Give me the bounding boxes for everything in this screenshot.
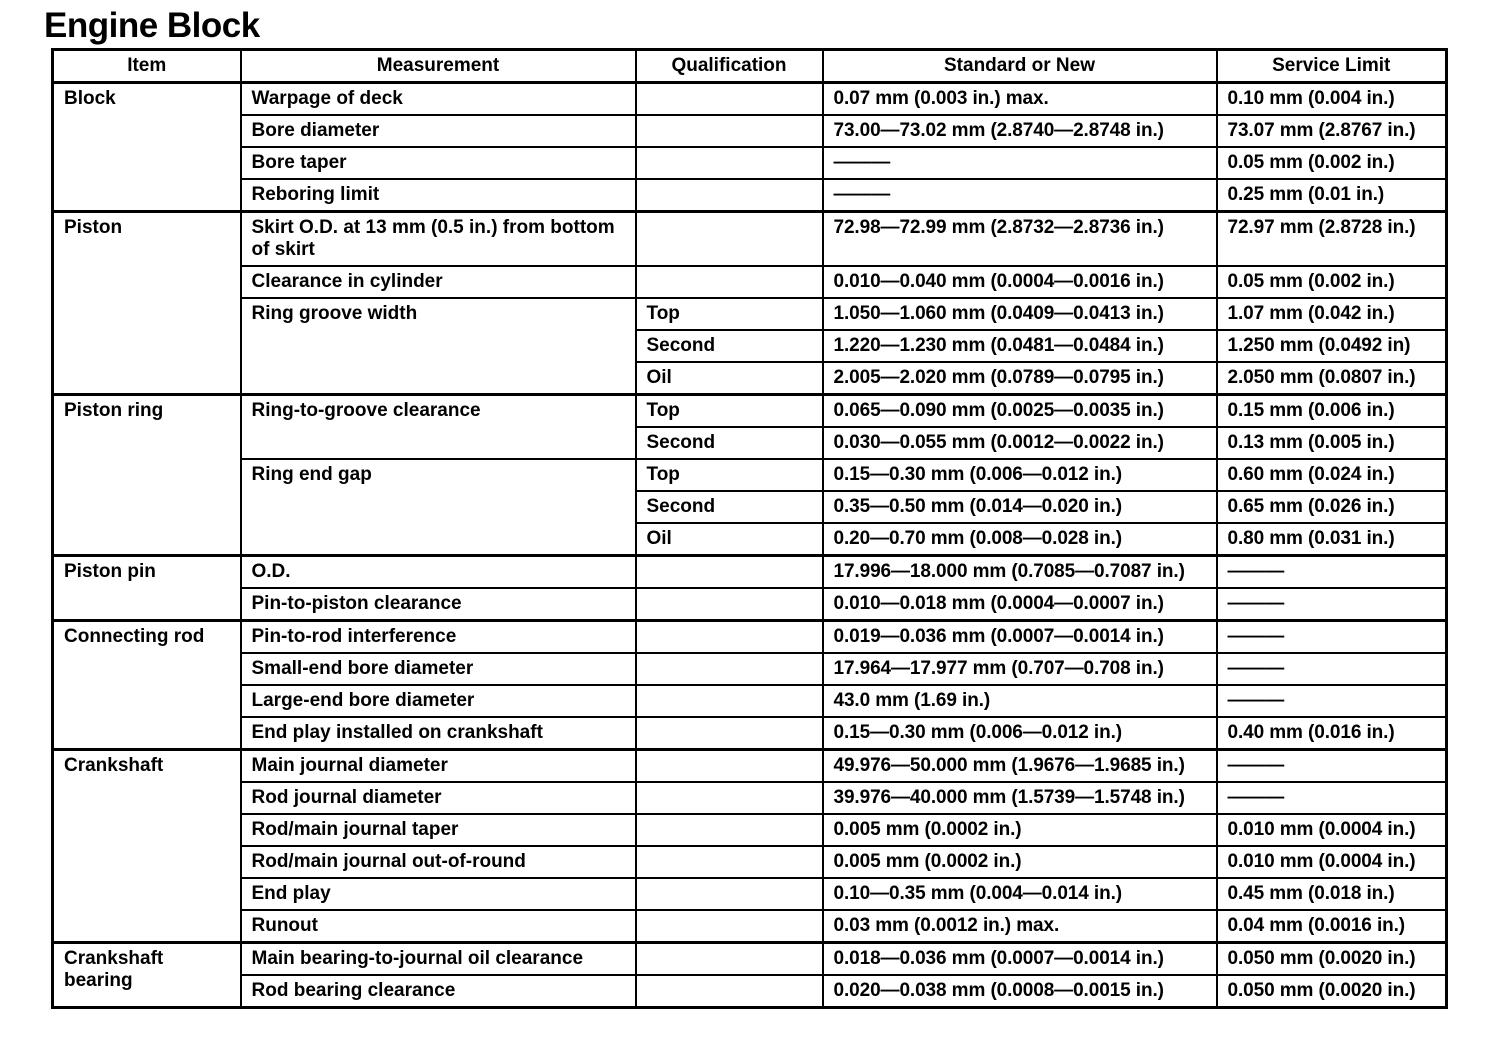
- table-row: [53, 212, 1447, 267]
- service-limit-cell: 0.25 mm (0.01 in.): [1217, 179, 1447, 212]
- column-header-measurement: Measurement: [241, 50, 636, 83]
- engine-block-spec-table: [51, 48, 1448, 1009]
- standard-cell: 0.010—0.018 mm (0.0004—0.0007 in.): [823, 588, 1217, 621]
- service-limit-cell: 1.250 mm (0.0492 in): [1217, 330, 1447, 362]
- standard-cell: 0.005 mm (0.0002 in.): [823, 846, 1217, 878]
- table-row: [53, 266, 1447, 298]
- standard-cell: 73.00—73.02 mm (2.8740—2.8748 in.): [823, 115, 1217, 147]
- standard-cell: 17.996—18.000 mm (0.7085—0.7087 in.): [823, 556, 1217, 589]
- standard-cell: 0.35—0.50 mm (0.014—0.020 in.): [823, 491, 1217, 523]
- service-limit-cell: 72.97 mm (2.8728 in.): [1217, 212, 1447, 267]
- qualification-cell: [636, 621, 823, 654]
- standard-cell: 17.964—17.977 mm (0.707—0.708 in.): [823, 653, 1217, 685]
- qualification-cell: [636, 717, 823, 750]
- table-row: [53, 878, 1447, 910]
- table-row: [53, 556, 1447, 589]
- qualification-cell: [636, 814, 823, 846]
- measurement-cell: Main journal diameter: [241, 750, 636, 783]
- page-title: Engine Block: [44, 6, 260, 45]
- measurement-cell: Rod/main journal taper: [241, 814, 636, 846]
- service-limit-cell: 2.050 mm (0.0807 in.): [1217, 362, 1447, 395]
- qualification-cell: Second: [636, 491, 823, 523]
- service-limit-cell: ———: [1217, 782, 1447, 814]
- item-cell: Block: [53, 83, 241, 212]
- service-limit-cell: 0.10 mm (0.004 in.): [1217, 83, 1447, 116]
- service-limit-cell: 0.13 mm (0.005 in.): [1217, 427, 1447, 459]
- qualification-cell: [636, 910, 823, 943]
- qualification-cell: [636, 556, 823, 589]
- service-limit-cell: 0.80 mm (0.031 in.): [1217, 523, 1447, 556]
- column-header-standard: Standard or New: [823, 50, 1217, 83]
- standard-cell: ———: [823, 179, 1217, 212]
- qualification-cell: [636, 685, 823, 717]
- table-row: [53, 750, 1447, 783]
- measurement-cell: Bore diameter: [241, 115, 636, 147]
- measurement-cell: Rod bearing clearance: [241, 975, 636, 1008]
- item-cell: Crankshaft bearing: [53, 943, 241, 1008]
- service-limit-cell: ———: [1217, 621, 1447, 654]
- standard-cell: 43.0 mm (1.69 in.): [823, 685, 1217, 717]
- table-row: [53, 814, 1447, 846]
- table-row: [53, 298, 1447, 330]
- qualification-cell: [636, 212, 823, 267]
- qualification-cell: [636, 147, 823, 179]
- table-row: [53, 910, 1447, 943]
- qualification-cell: [636, 750, 823, 783]
- service-limit-cell: ———: [1217, 750, 1447, 783]
- qualification-cell: [636, 975, 823, 1008]
- service-limit-cell: 0.40 mm (0.016 in.): [1217, 717, 1447, 750]
- qualification-cell: [636, 179, 823, 212]
- measurement-cell: Ring-to-groove clearance: [241, 395, 636, 460]
- measurement-cell: Runout: [241, 910, 636, 943]
- standard-cell: 0.20—0.70 mm (0.008—0.028 in.): [823, 523, 1217, 556]
- qualification-cell: [636, 943, 823, 976]
- service-limit-cell: 73.07 mm (2.8767 in.): [1217, 115, 1447, 147]
- measurement-cell: Bore taper: [241, 147, 636, 179]
- table-row: [53, 653, 1447, 685]
- qualification-cell: Second: [636, 330, 823, 362]
- service-limit-cell: 0.010 mm (0.0004 in.): [1217, 846, 1447, 878]
- qualification-cell: Oil: [636, 362, 823, 395]
- qualification-cell: [636, 846, 823, 878]
- service-limit-cell: ———: [1217, 653, 1447, 685]
- table-row: [53, 115, 1447, 147]
- item-cell: Piston ring: [53, 395, 241, 556]
- item-cell: Piston: [53, 212, 241, 395]
- table-header-row: [53, 50, 1447, 83]
- measurement-cell: Warpage of deck: [241, 83, 636, 116]
- standard-cell: 0.030—0.055 mm (0.0012—0.0022 in.): [823, 427, 1217, 459]
- qualification-cell: [636, 588, 823, 621]
- table-row: [53, 943, 1447, 976]
- measurement-cell: Pin-to-rod interference: [241, 621, 636, 654]
- qualification-cell: Top: [636, 395, 823, 428]
- table-row: [53, 588, 1447, 621]
- service-limit-cell: 1.07 mm (0.042 in.): [1217, 298, 1447, 330]
- standard-cell: 0.10—0.35 mm (0.004—0.014 in.): [823, 878, 1217, 910]
- table-row: [53, 975, 1447, 1008]
- measurement-cell: Rod journal diameter: [241, 782, 636, 814]
- column-header-service-limit: Service Limit: [1217, 50, 1447, 83]
- table-row: [53, 179, 1447, 212]
- measurement-cell: Small-end bore diameter: [241, 653, 636, 685]
- table-row: [53, 846, 1447, 878]
- column-header-item: Item: [53, 50, 241, 83]
- standard-cell: 0.010—0.040 mm (0.0004—0.0016 in.): [823, 266, 1217, 298]
- table-row: [53, 83, 1447, 116]
- qualification-cell: [636, 653, 823, 685]
- standard-cell: 1.050—1.060 mm (0.0409—0.0413 in.): [823, 298, 1217, 330]
- service-limit-cell: ———: [1217, 588, 1447, 621]
- standard-cell: 0.019—0.036 mm (0.0007—0.0014 in.): [823, 621, 1217, 654]
- table-row: [53, 685, 1447, 717]
- measurement-cell: End play installed on crankshaft: [241, 717, 636, 750]
- measurement-cell: Ring groove width: [241, 298, 636, 395]
- service-limit-cell: 0.05 mm (0.002 in.): [1217, 147, 1447, 179]
- qualification-cell: Top: [636, 459, 823, 491]
- qualification-cell: [636, 115, 823, 147]
- standard-cell: 2.005—2.020 mm (0.0789—0.0795 in.): [823, 362, 1217, 395]
- service-limit-cell: ———: [1217, 685, 1447, 717]
- standard-cell: 0.018—0.036 mm (0.0007—0.0014 in.): [823, 943, 1217, 976]
- standard-cell: 49.976—50.000 mm (1.9676—1.9685 in.): [823, 750, 1217, 783]
- table-row: [53, 717, 1447, 750]
- measurement-cell: Clearance in cylinder: [241, 266, 636, 298]
- service-limit-cell: 0.15 mm (0.006 in.): [1217, 395, 1447, 428]
- service-limit-cell: 0.60 mm (0.024 in.): [1217, 459, 1447, 491]
- standard-cell: 0.005 mm (0.0002 in.): [823, 814, 1217, 846]
- item-cell: Crankshaft: [53, 750, 241, 943]
- qualification-cell: [636, 83, 823, 116]
- standard-cell: 1.220—1.230 mm (0.0481—0.0484 in.): [823, 330, 1217, 362]
- measurement-cell: Large-end bore diameter: [241, 685, 636, 717]
- service-limit-cell: 0.45 mm (0.018 in.): [1217, 878, 1447, 910]
- service-limit-cell: 0.04 mm (0.0016 in.): [1217, 910, 1447, 943]
- measurement-cell: Skirt O.D. at 13 mm (0.5 in.) from bottom of skirt: [241, 212, 636, 267]
- qualification-cell: Oil: [636, 523, 823, 556]
- table-row: [53, 621, 1447, 654]
- service-limit-cell: 0.05 mm (0.002 in.): [1217, 266, 1447, 298]
- measurement-cell: End play: [241, 878, 636, 910]
- measurement-cell: Rod/main journal out-of-round: [241, 846, 636, 878]
- item-cell: Connecting rod: [53, 621, 241, 750]
- item-cell: Piston pin: [53, 556, 241, 621]
- standard-cell: 0.03 mm (0.0012 in.) max.: [823, 910, 1217, 943]
- standard-cell: 72.98—72.99 mm (2.8732—2.8736 in.): [823, 212, 1217, 267]
- service-limit-cell: 0.010 mm (0.0004 in.): [1217, 814, 1447, 846]
- measurement-cell: Ring end gap: [241, 459, 636, 556]
- qualification-cell: Top: [636, 298, 823, 330]
- table-row: [53, 147, 1447, 179]
- qualification-cell: [636, 782, 823, 814]
- qualification-cell: Second: [636, 427, 823, 459]
- standard-cell: 39.976—40.000 mm (1.5739—1.5748 in.): [823, 782, 1217, 814]
- measurement-cell: O.D.: [241, 556, 636, 589]
- measurement-cell: Reboring limit: [241, 179, 636, 212]
- standard-cell: 0.15—0.30 mm (0.006—0.012 in.): [823, 459, 1217, 491]
- standard-cell: 0.07 mm (0.003 in.) max.: [823, 83, 1217, 116]
- table-row: [53, 459, 1447, 491]
- measurement-cell: Main bearing-to-journal oil clearance: [241, 943, 636, 976]
- service-limit-cell: ———: [1217, 556, 1447, 589]
- standard-cell: 0.15—0.30 mm (0.006—0.012 in.): [823, 717, 1217, 750]
- service-limit-cell: 0.050 mm (0.0020 in.): [1217, 975, 1447, 1008]
- table-row: [53, 395, 1447, 428]
- standard-cell: 0.020—0.038 mm (0.0008—0.0015 in.): [823, 975, 1217, 1008]
- column-header-qualification: Qualification: [636, 50, 823, 83]
- qualification-cell: [636, 878, 823, 910]
- qualification-cell: [636, 266, 823, 298]
- service-limit-cell: 0.050 mm (0.0020 in.): [1217, 943, 1447, 976]
- standard-cell: 0.065—0.090 mm (0.0025—0.0035 in.): [823, 395, 1217, 428]
- standard-cell: ———: [823, 147, 1217, 179]
- table-row: [53, 782, 1447, 814]
- measurement-cell: Pin-to-piston clearance: [241, 588, 636, 621]
- service-limit-cell: 0.65 mm (0.026 in.): [1217, 491, 1447, 523]
